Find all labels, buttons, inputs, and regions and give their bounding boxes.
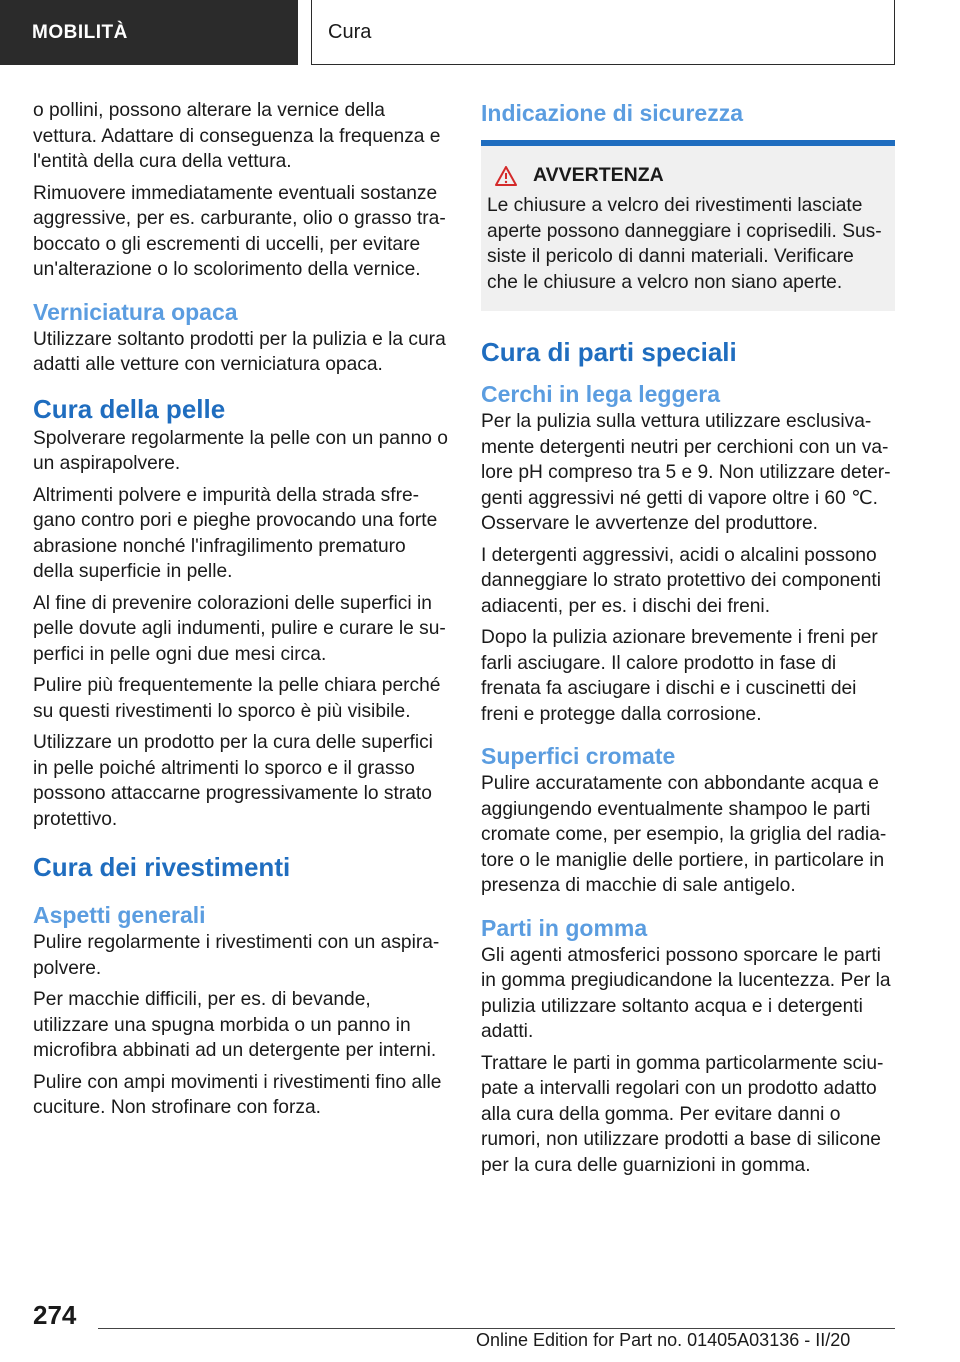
section-title: MOBILITÀ: [32, 21, 128, 43]
heading-alloy-wheels: Cerchi in lega leggera: [481, 381, 721, 407]
paragraph: Pulire regolarmente i rivestimenti con un aspirapolvere.: [33, 932, 440, 979]
paragraph: Al fine di prevenire colorazioni delle superfici in pelle dovute agli indumenti, pulire e curare le superfici in pelle ogni due mesi circa.: [33, 592, 446, 665]
paragraph: Trattare le parti in gomma particolarmente sciupate a intervalli regolari con un prodotto adatto alla cura della gomma. Per evitare danni o rumori, non utilizzare prodotti a base di silicone per la cura delle guarnizioni in gomma.: [481, 1052, 884, 1176]
warning-label: AVVERTENZA: [533, 164, 664, 186]
paragraph: Pulire con ampi movimenti i rivestimenti fino alle cuciture. Non strofinare con forza.: [33, 1071, 442, 1118]
warning-text: Le chiusure a velcro dei rivestimenti lasciate aperte possono danneggiare i coprisedili. Sussiste il pericolo di danni materiali. Verificare che le chiusure a velcro non siano aperte.: [487, 195, 882, 293]
heading-matte-paint: Verniciatura opaca: [33, 298, 238, 325]
heading-leather-care: Cura della pelle: [33, 393, 226, 424]
heading-upholstery-care: Cura dei rivestimenti: [33, 852, 291, 882]
paragraph: Utilizzare un prodotto per la cura delle superfici in pelle poiché altrimenti lo sporco e il grasso possono attaccarne progressivamente lo strato protettivo.: [33, 732, 433, 830]
paragraph: Dopo la pulizia azionare brevemente i freni per farli asciugare. Il calore prodotto in fase di frenata fa asciugare i dischi e i cuscinetti dei freni e protegge dalla corrosione.: [481, 627, 878, 725]
paragraph: Altrimenti polvere e impurità della strada sfregano contro pori e pieghe provocando una forte abrasione nonché l'infragilimento prematuro della superficie in pelle.: [33, 484, 438, 582]
chapter-header: [311, 0, 895, 65]
left-column: [33, 98, 448, 1127]
paragraph: Gli agenti atmosferici possono sporcare le parti in gomma pregiudicandone la lucentezza. Per la pulizia utilizzare soltanto acqua e i detergenti adatti.: [481, 944, 891, 1042]
heading-chrome-surfaces: Superfici cromate: [481, 743, 676, 769]
heading-special-parts: Cura di parti speciali: [481, 337, 737, 367]
paragraph: Per macchie difficili, per es. di bevande, utilizzare una spugna morbida o un panno in microfibra abbinati ad un detergente per interni.: [33, 989, 437, 1061]
paragraph: Rimuovere immediatamente eventuali sostanze aggressive, per es. carburante, olio o grasso traboccato o gli escrementi di uccelli, per evitare un'alterazione o lo scolorimento della vernice.: [33, 182, 446, 280]
footer-divider: [98, 1328, 895, 1329]
section-tab: [0, 0, 298, 65]
page-number: 274: [33, 1300, 77, 1330]
warning-box: [481, 140, 895, 311]
warning-triangle-icon: [495, 166, 517, 186]
paragraph: Per la pulizia sulla vettura utilizzare esclusivamente detergenti neutri per cerchioni con un valore pH compreso tra 5 e 9. Non utilizzare detergenti aggressivi né getti di vapore oltre i 60 ℃. Osservare le avvertenze del produttore.: [481, 411, 891, 534]
paragraph: Utilizzare soltanto prodotti per la pulizia e la cura adatti alle vetture con verniciatura opaca.: [33, 328, 446, 375]
heading-rubber-parts: Parti in gomma: [481, 914, 648, 941]
paragraph: Spolverare regolarmente la pelle con un panno o un aspirapolvere.: [33, 427, 448, 474]
paragraph: Pulire più frequentemente la pelle chiara perché su questi rivestimenti lo sporco è più visibile.: [33, 675, 441, 722]
heading-general-aspects: Aspetti generali: [33, 902, 206, 928]
chapter-title: Cura: [328, 20, 372, 43]
edition-note: Online Edition for Part no. 01405A03136 - II/20: [476, 1330, 851, 1350]
paragraph: I detergenti aggressivi, acidi o alcalini possono danneggiare lo strato protettivo dei componenti adiacenti, per es. i dischi dei freni.: [481, 544, 881, 617]
warning-header: [487, 164, 889, 187]
right-column: [481, 98, 895, 1184]
heading-safety-note: Indicazione di sicurezza: [481, 100, 744, 126]
paragraph: o pollini, possono alterare la vernice della vettura. Adattare di conseguenza la frequenza e l'entità della cura della vettura.: [33, 100, 441, 172]
paragraph: Pulire accuratamente con abbondante acqua e aggiungendo eventualmente shampoo le parti cromate come, per esempio, la griglia del radiatore o le maniglie delle portiere, in particolare in presenza di macchie di sale antigelo.: [481, 773, 887, 896]
